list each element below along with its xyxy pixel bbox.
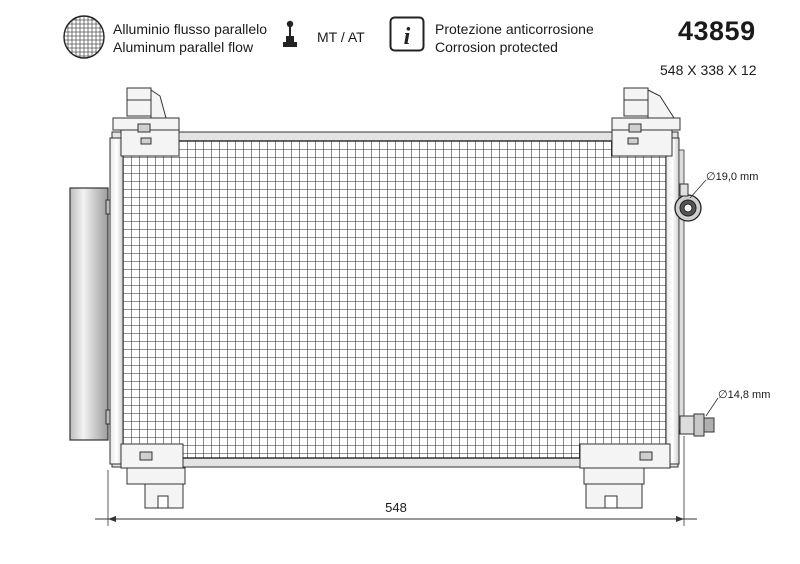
protection-label-it: Protezione anticorrosione bbox=[435, 21, 594, 37]
material-label-en: Aluminum parallel flow bbox=[113, 39, 254, 55]
transmission-label: MT / AT bbox=[317, 29, 365, 45]
outlet-diameter-label: ∅14,8 mm bbox=[718, 389, 771, 401]
part-number: 43859 bbox=[678, 16, 756, 46]
inlet-diameter-label: ∅19,0 mm bbox=[706, 171, 759, 183]
top-rail bbox=[112, 132, 678, 141]
condenser-core bbox=[123, 141, 666, 458]
bracket-bottom-right bbox=[580, 444, 670, 508]
receiver-dryer bbox=[70, 188, 112, 440]
bracket-top-left bbox=[113, 88, 179, 156]
left-tank bbox=[110, 138, 123, 464]
material-label-it: Alluminio flusso parallelo bbox=[113, 21, 268, 37]
bracket-bottom-left bbox=[121, 444, 185, 508]
width-label: 548 bbox=[385, 500, 407, 515]
dimensions-label: 548 X 338 X 12 bbox=[660, 62, 757, 78]
outlet-fitting bbox=[680, 414, 714, 436]
protection-label-en: Corrosion protected bbox=[435, 39, 558, 55]
bracket-top-right bbox=[612, 88, 680, 156]
right-tank bbox=[666, 138, 679, 464]
info-glyph: i bbox=[403, 24, 411, 50]
